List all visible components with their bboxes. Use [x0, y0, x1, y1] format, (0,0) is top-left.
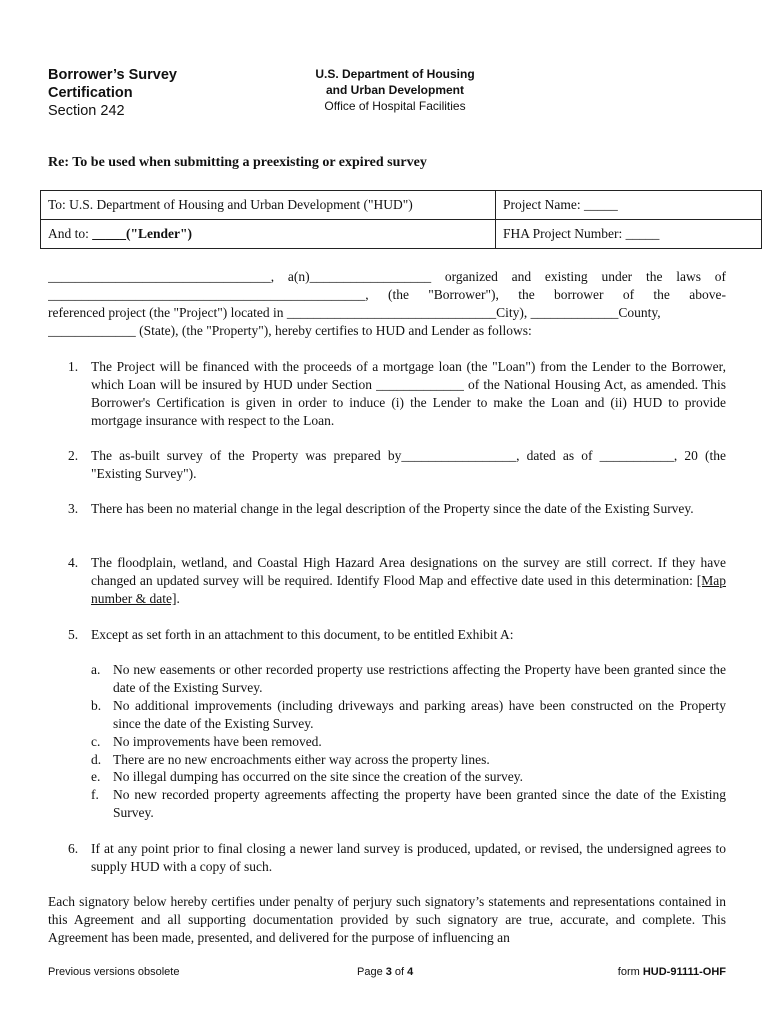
and-to-label: And to:: [48, 226, 93, 241]
sub-item-text: No additional improvements (including driveways and parking areas) have been constructed on the Property since the date of the Existing Survey.: [113, 698, 726, 731]
page-of: of: [391, 966, 408, 978]
item-text: There has been no material change in the legal description of the Property since the date of the Existing Survey.: [91, 501, 694, 516]
item-number: 1.: [68, 359, 79, 374]
item-number: 5.: [68, 627, 79, 642]
intro-line[interactable]: _________________________________, a(n)__________________ organized and existing under the laws of: [48, 269, 726, 284]
sub-item-letter: d.: [91, 751, 102, 767]
sub-item: [91, 697, 726, 732]
page-number: [357, 966, 413, 978]
form-section: Section 242: [48, 103, 125, 119]
footer-left: Previous versions obsolete: [48, 966, 180, 978]
office-name: Office of Hospital Facilities: [324, 99, 466, 113]
sub-item: [91, 661, 726, 696]
agency-line1: U.S. Department of Housing: [315, 67, 475, 81]
intro-line[interactable]: _____________ (State), (the "Property"), hereby certifies to HUD and Lender as follows:: [48, 323, 532, 338]
map-number-field[interactable]: [Map number & date]: [91, 573, 726, 606]
intro-line[interactable]: referenced project (the "Project") located in _______________________________City), _____________County,: [48, 305, 661, 320]
sub-item-letter: c.: [91, 734, 101, 749]
list-item: [68, 626, 726, 644]
item-text: The as-built survey of the Property was prepared by_________________, dated as of ___________, 20 (the "Existing Survey").: [91, 448, 726, 481]
form-number: [618, 966, 726, 978]
sub-item: [91, 733, 726, 751]
form-title-block: [48, 66, 177, 120]
form-title-line1: Borrower’s Survey: [48, 67, 177, 83]
agency-block: [290, 66, 500, 114]
sub-item-letter: a.: [91, 662, 101, 677]
sub-item-text: No new recorded property agreements affecting the property have been granted since the date of the Existing Survey.: [113, 787, 726, 820]
item-number: 2.: [68, 448, 79, 463]
sub-item-letter: e.: [91, 769, 101, 784]
sub-item: [91, 751, 726, 769]
page-current: 3: [385, 966, 392, 978]
item-text-end: .: [176, 591, 180, 606]
lender-field[interactable]: _____("Lender"): [92, 226, 192, 241]
list-item: [68, 500, 726, 518]
page-prefix: Page: [357, 966, 386, 978]
intro-paragraph: [48, 268, 726, 340]
page-total: 4: [407, 966, 414, 978]
sub-item: [91, 786, 726, 821]
to-cell: To: U.S. Department of Housing and Urban Development ("HUD"): [41, 191, 496, 220]
list-item: [68, 554, 726, 608]
table-row: [41, 191, 762, 220]
sub-item-text: No illegal dumping has occurred on the site since the creation of the survey.: [113, 769, 523, 784]
sub-item: [91, 768, 726, 786]
form-id: HUD-91111-OHF: [642, 966, 726, 978]
list-item: [68, 840, 726, 876]
sub-item-letter: b.: [91, 698, 102, 713]
and-to-cell[interactable]: [41, 220, 496, 249]
form-title-line2: Certification: [48, 85, 133, 101]
item-text-wrap: [91, 554, 726, 608]
form-prefix: form: [617, 966, 643, 978]
item-number: 3.: [68, 501, 79, 516]
project-name-cell[interactable]: Project Name: _____: [496, 191, 762, 220]
sub-item-text: No new easements or other recorded property use restrictions affecting the Property have been granted since the date of the Existing Survey.: [113, 662, 726, 695]
addressee-table: [40, 190, 762, 249]
sub-item-letter: f.: [91, 787, 99, 802]
intro-line[interactable]: _______________________________________________, (the "Borrower"), the borrower of the above-: [48, 287, 726, 302]
table-row: [41, 220, 762, 249]
item-number: 6.: [68, 841, 79, 856]
fha-number-cell[interactable]: FHA Project Number: _____: [496, 220, 762, 249]
agency-line2: and Urban Development: [325, 83, 465, 97]
certification-paragraph: Each signatory below hereby certifies under penalty of perjury such signatory’s statements and representations contained in this Agreement and all supporting documentation provided by such signatory are true, accurate, and complete. This Agreement has been made, presented, and delivered for the purpose of influencing an: [48, 894, 726, 945]
item-text: The floodplain, wetland, and Coastal High Hazard Area designations on the survey are still correct. If they have changed an updated survey will be required. Identify Flood Map and effective date used in this determination:: [91, 555, 726, 588]
item-text: Except as set forth in an attachment to this document, to be entitled Exhibit A:: [91, 627, 514, 642]
sub-item-text: There are no new encroachments either way across the property lines.: [113, 751, 490, 767]
sub-item-text: No improvements have been removed.: [113, 734, 322, 749]
item-text: The Project will be financed with the proceeds of a mortgage loan (the "Loan") from the Lender to the Borrower, which Loan will be insured by HUD under Section _____________ of the National Housing Act, as amended. This Borrower's Certification is given in order to induce (i) the Lender to make the Loan and (ii) HUD to provide mortgage insurance with respect to the Loan.: [91, 359, 726, 428]
list-item: [68, 358, 726, 430]
list-item: [68, 447, 726, 483]
item-number: 4.: [68, 555, 79, 570]
re-line: Re: To be used when submitting a preexisting or expired survey: [48, 155, 427, 170]
item-text: If at any point prior to final closing a newer land survey is produced, updated, or revised, the undersigned agrees to supply HUD with a copy of such.: [91, 841, 726, 874]
